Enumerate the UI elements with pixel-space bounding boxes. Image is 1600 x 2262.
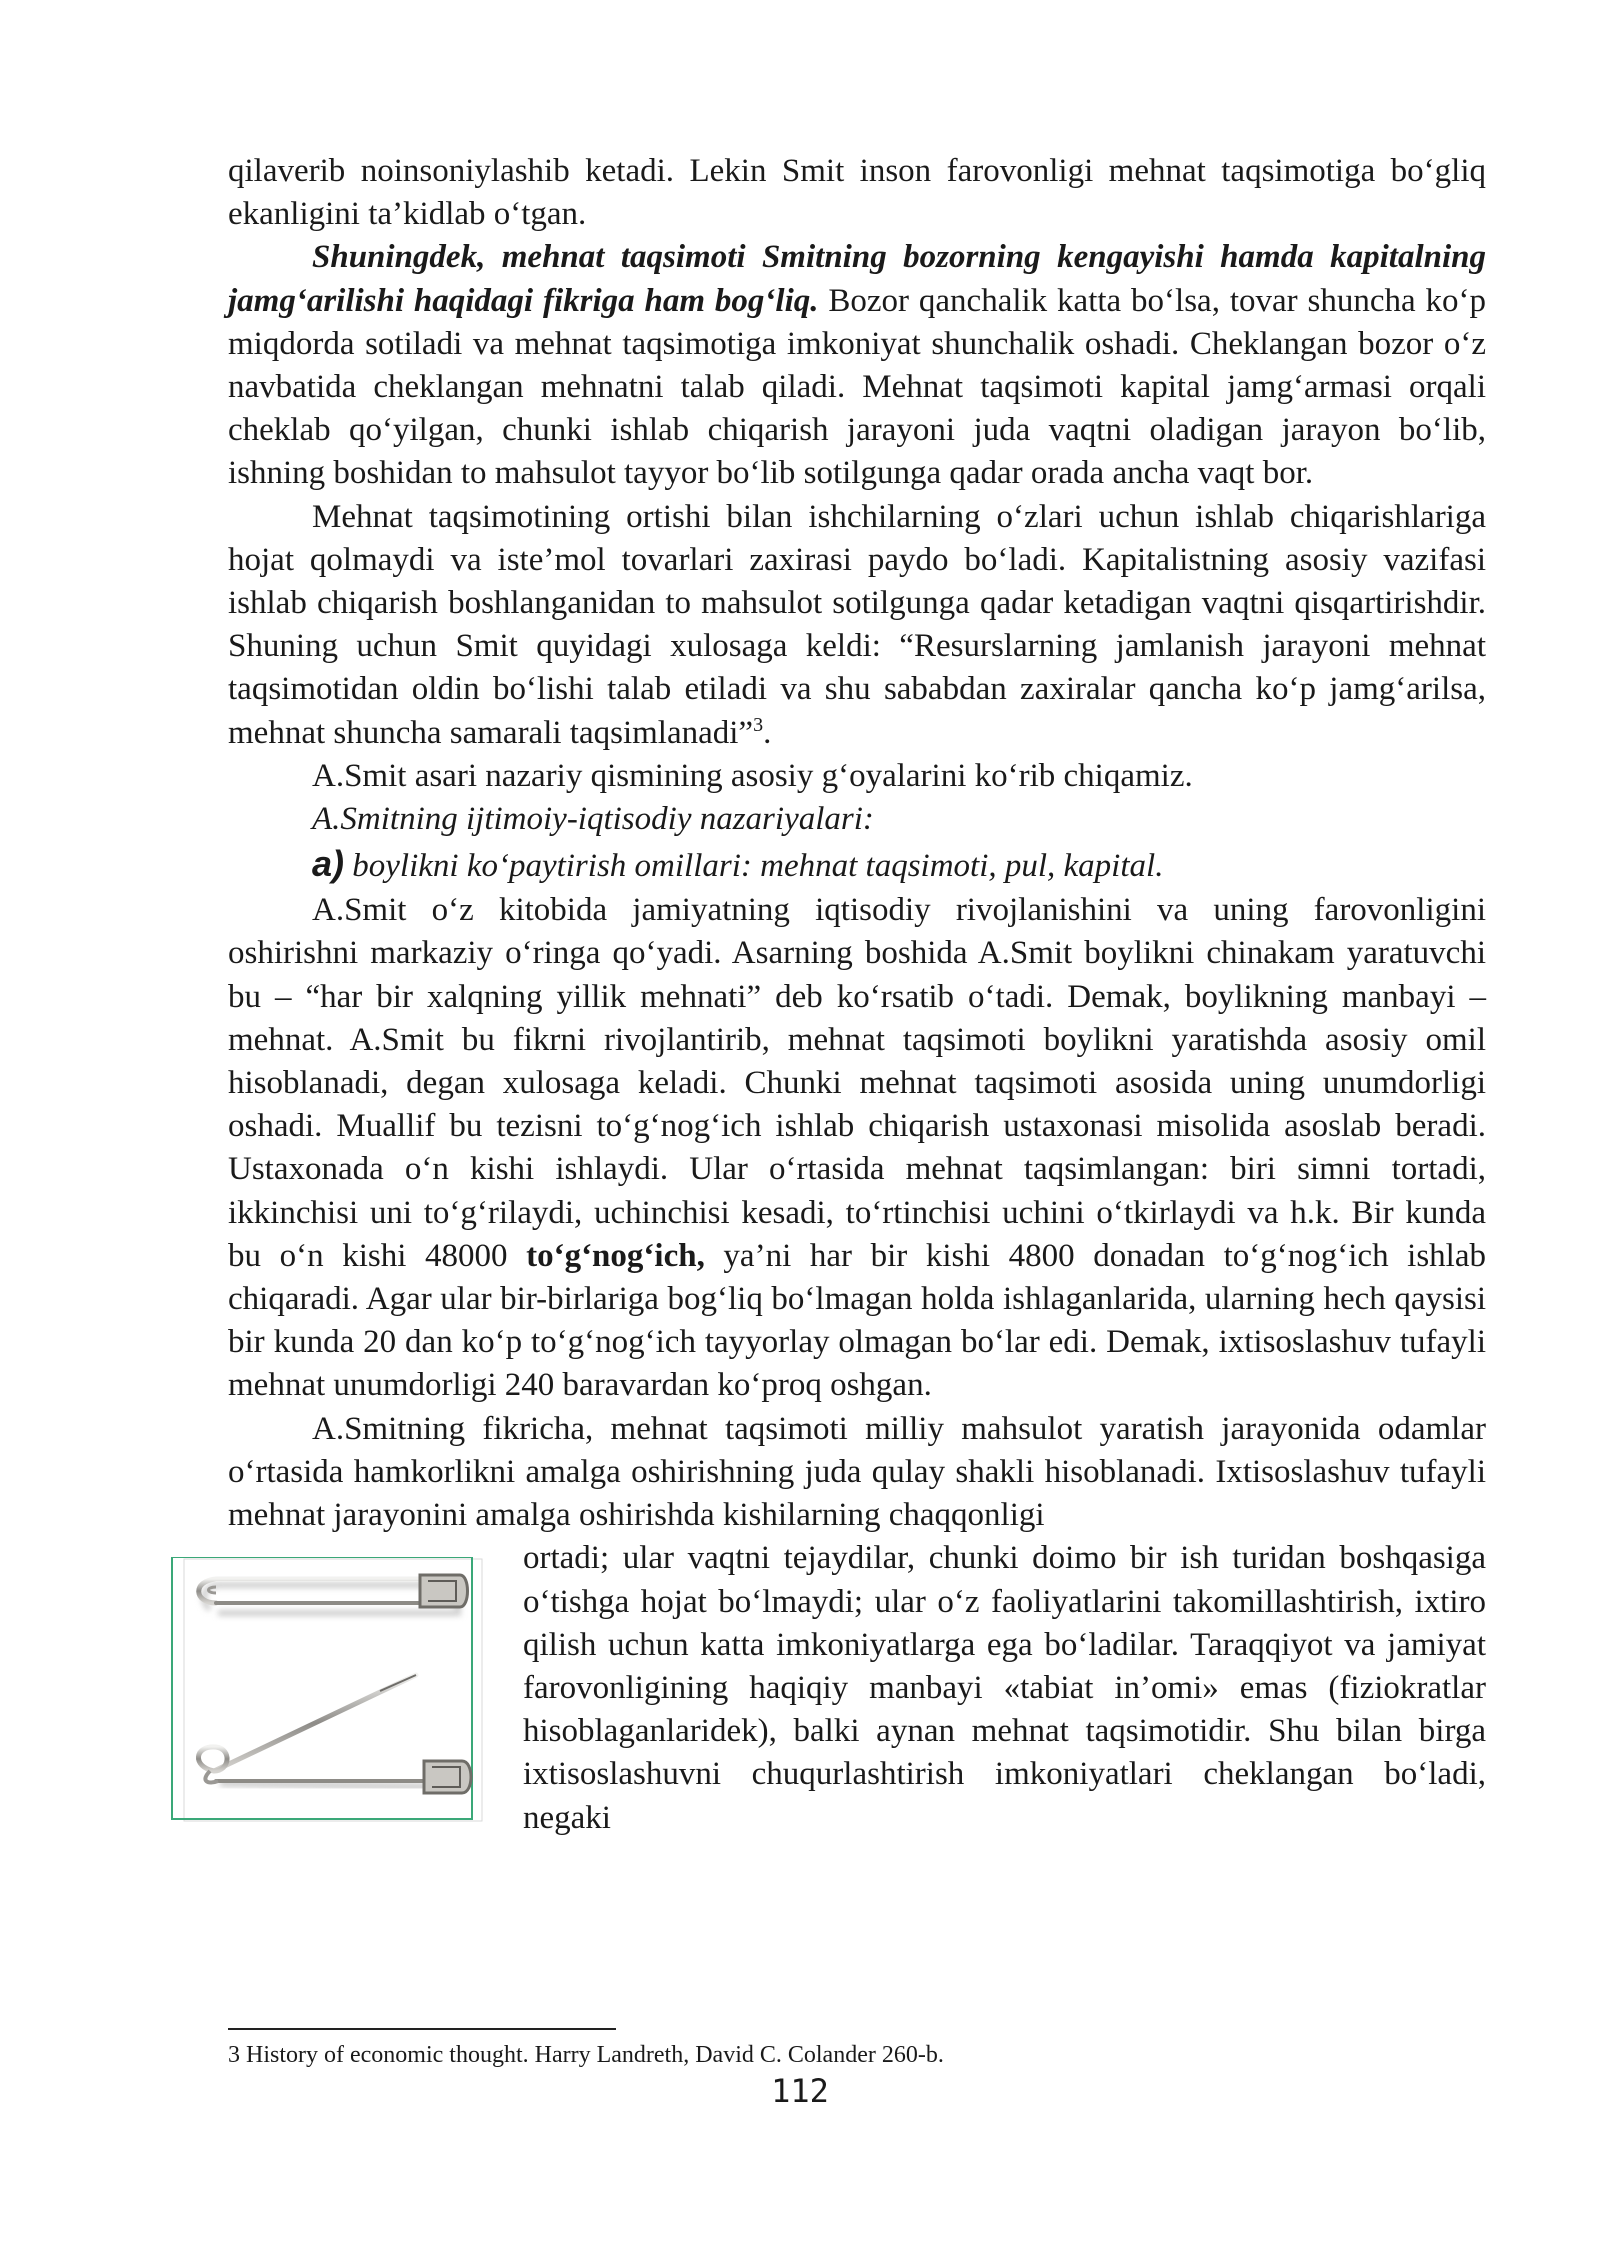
paragraph-3-text: Mehnat taqsimotining ortishi bilan ishchilarning o‘zlari uchun ishlab chiqarishlariga hojat qolmaydi va iste’mol tovarlari zaxirasi paydo bo‘ladi. Kapitalistning asosiy vazifasi ishlab chiqarish boshlanganidan to mahsulot sotilgunga qadar ketadigan vaqtni qisqartirishdir. Shuning uchun Smit quyidagi xulosaga keldi: “Resurslarning jamlanish jarayoni mehnat taqsimotidan oldin bo‘lishi talab etiladi va shu sababdan zaxiralar qancha ko‘p jamg‘arilsa, mehnat shuncha samarali taqsimlanadi” xyxy=(228,498,1486,751)
page-body xyxy=(228,150,1486,1867)
paragraph-3-end: . xyxy=(763,714,772,751)
figure-wrap-region xyxy=(228,1537,1486,1839)
list-letter: a) xyxy=(312,843,345,885)
paragraph-2-emphasis: Shuningdek, mehnat taqsimoti Smitning bozorning kengayishi hamda kapitalning jamg‘arilishi haqidagi fikriga ham bog‘liq. xyxy=(228,239,1486,319)
subsection-heading xyxy=(228,841,1486,889)
paragraph-8-wrapped: ortadi; ular vaqtni tejaydilar, chunki doimo bir ish turidan boshqasiga o‘tishga hojat bo‘lmaydi; ular o‘z faoliyatlarini takomillashtirish, ixtiro qilish uchun katta imkoniyatlarga ega bo‘ladilar. Taraqqiyot va jamiyat farovonligining haqiqiy manbayi «tabiat in’omi» emas (fiziokratlar hisoblaganlaridek), balki aynan mehnat taqsimotidir. Shu bilan birga ixtisoslashuvni chuqurlashtirish imkoniyatlari cheklangan bo‘ladi, negaki xyxy=(523,1540,1486,1836)
paragraph-7 xyxy=(228,889,1486,1407)
safety-pins-icon xyxy=(170,1557,488,1831)
paragraph-3 xyxy=(228,496,1486,755)
safety-pins-image xyxy=(170,1557,488,1831)
paragraph-7-bold: to‘g‘nog‘ich, xyxy=(526,1237,705,1274)
paragraph-7-text-a: A.Smit o‘z kitobida jamiyatning iqtisodiy rivojlanishini va uning farovonligini oshirishni markaziy o‘ringa qo‘yadi. Asarning boshida A.Smit boylikni chinakam yaratuvchi bu – “har bir xalqning yillik mehnati” deb ko‘rsatib o‘tadi. Demak, boylikning manbayi – mehnat. A.Smit bu fikrni rivojlantirib, mehnat taqsimoti boylikni yaratishda asosiy omil hisoblanadi, degan xulosaga keladi. Chunki mehnat taqsimoti asosida uning unumdorligi oshadi. Muallif bu tezisni to‘g‘nog‘ich ishlab chiqarish ustaxonasi misolida asoslab beradi. Ustaxonada o‘n kishi ishlaydi. Ular o‘rtasida mehnat taqsimlangan: biri simni tortadi, ikkinchisi uni to‘g‘rilaydi, uchinchisi kesadi, to‘rtinchisi uchini o‘tkirlaydi va h.k. Bir kunda bu o‘n kishi 48000 xyxy=(228,892,1486,1274)
footnote: 3 History of economic thought. Harry Landreth, David C. Colander 260-b. xyxy=(228,2042,944,2068)
paragraph-8: A.Smitning fikricha, mehnat taqsimoti milliy mahsulot yaratish jarayonida odamlar o‘rtasida hamkorlikni amalga oshirishning juda qulay shakli hisoblanadi. Ixtisoslashuv tufayli mehnat jarayonini amalga oshirishda kishilarning chaqqonligi xyxy=(228,1410,1486,1534)
section-heading: A.Smitning ijtimoiy-iqtisodiy nazariyalari: xyxy=(312,801,874,838)
subsection-heading-text: boylikni ko‘paytirish omillari: mehnat taqsimoti, pul, kapital. xyxy=(344,848,1164,885)
safety-pins-figure xyxy=(170,1537,500,1867)
paragraph-1: qilaverib noinsoniylashib ketadi. Lekin Smit inson farovonligi mehnat taqsimotiga bo‘gliq ekanligini ta’kidlab o‘tgan. xyxy=(228,153,1486,233)
paragraph-2-text: Bozor qanchalik katta bo‘lsa, tovar shuncha ko‘p miqdorda sotiladi va mehnat taqsimotiga imkoniyat shunchalik oshadi. Cheklangan bozor o‘z navbatida cheklangan mehnatni talab qiladi. Mehnat taqsimoti kapital jamg‘armasi orqali cheklab qo‘yilgan, chunki ishlab chiqarish jarayoni juda vaqtni oladigan jarayon bo‘lib, ishning boshidan to mahsulot tayyor bo‘lib sotilgunga qadar orada ancha vaqt bor. xyxy=(228,282,1486,492)
page-number: 112 xyxy=(771,2072,829,2110)
footnote-divider xyxy=(228,2028,616,2030)
paragraph-4: A.Smit asari nazariy qismining asosiy g‘oyalarini ko‘rib chiqamiz. xyxy=(312,757,1193,794)
paragraph-7-text-b: ya’ni har bir kishi 4800 donadan to‘g‘nog‘ich ishlab chiqaradi. Agar ular bir-birlariga bog‘liq bo‘lmagan holda ishlaganlarida, ularning hech qaysisi bir kunda 20 dan ko‘p to‘g‘nog‘ich tayyorlay olmagan bo‘lar edi. Demak, ixtisoslashuv tufayli mehnat unumdorligi 240 baravardan ko‘proq oshgan. xyxy=(228,1237,1487,1404)
footnote-ref: 3 xyxy=(753,713,764,736)
paragraph-2 xyxy=(228,236,1486,495)
